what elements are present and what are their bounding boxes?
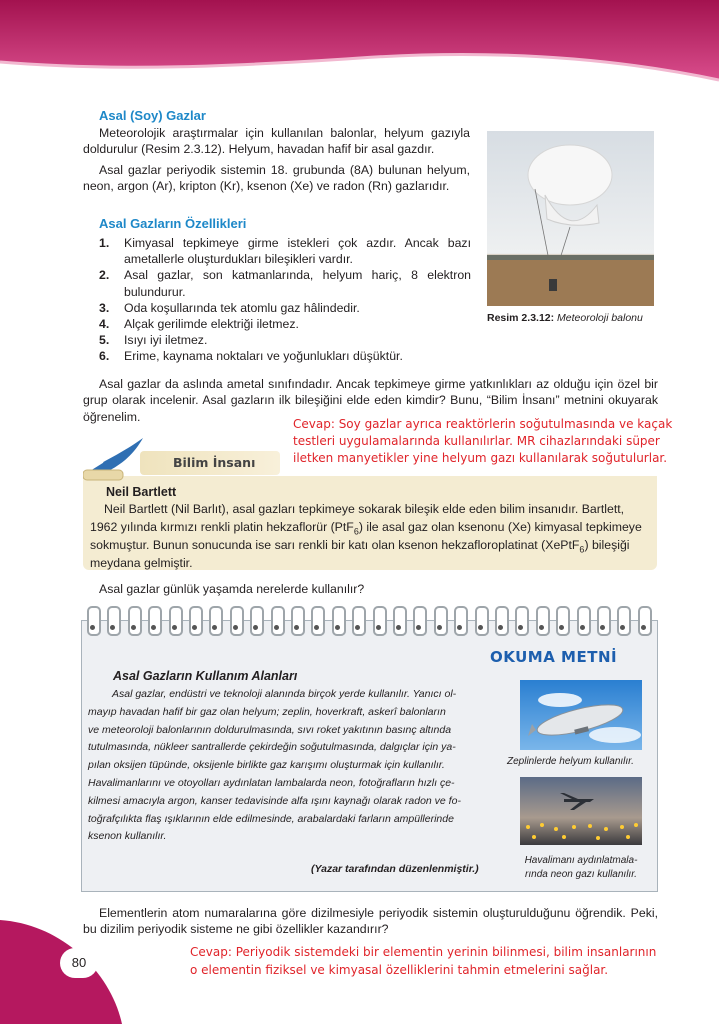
answer-text-2-line-2: o elementin fiziksel ve kimyasal özelliklerini tahmin etmelerini sağlar.: [190, 963, 609, 977]
list-item: 4. Alçak gerilimde elektriği iletmez.: [99, 317, 299, 332]
spiral-ring: [495, 606, 509, 636]
paragraph-group18: Asal gazlar periyodik sistemin 18. grubunda (8A) bulunan helyum, neon, argon (Ar), kripton (Kr), ksenon (Xe) ve radon (Rn) gazlarıdır.: [83, 163, 470, 194]
page-number: 80: [71, 955, 87, 970]
ring-hole: [376, 625, 381, 630]
reading-line: kilmesi amacıyla argon, kanser tedavisinde alfa ışını kaynağı olarak radon ve fo-: [88, 794, 461, 807]
figure-label: Resim 2.3.12:: [487, 312, 555, 324]
ring-hole: [600, 625, 605, 630]
ring-hole: [90, 625, 95, 630]
spiral-ring: [148, 606, 162, 636]
spiral-ring: [597, 606, 611, 636]
answer-text-2-line-1: Cevap: Periyodik sistemdeki bir elementin yerinin bilinmesi, bilim insanlarının: [190, 945, 657, 959]
spiral-rings: [81, 606, 656, 636]
zeppelin-photo: [520, 680, 642, 750]
spiral-ring: [291, 606, 305, 636]
spiral-ring: [352, 606, 366, 636]
spiral-ring: [107, 606, 121, 636]
ring-hole: [539, 625, 544, 630]
reading-line: mayıp havadan hafif bir gaz olan helyum; zeplin, hoverkraft, askerî balonların: [88, 705, 446, 718]
balloon-photo: [487, 131, 654, 306]
ring-hole: [478, 625, 483, 630]
reading-body: [88, 686, 498, 846]
list-item: 3. Oda koşullarında tek atomlu gaz hâlindedir.: [99, 300, 360, 315]
spiral-ring: [169, 606, 183, 636]
ring-hole: [314, 625, 319, 630]
ring-hole: [498, 625, 503, 630]
list-item: 5. Isıyı iyi iletmez.: [99, 333, 208, 348]
reading-source: (Yazar tarafından düzenlenmiştir.): [311, 863, 479, 875]
scientist-line-1: Neil Bartlett (Nil Barlıt), asal gazları tepkimeye sokarak bileşik elde eden bilim insanıdır. Bartlett,: [104, 502, 625, 516]
question-usage: Asal gazlar günlük yaşamda nerelerde kullanılır?: [99, 582, 365, 596]
list-item: 2. Asal gazlar, son katmanlarında, helyum hariç, 8 elektron bulundurur.: [99, 268, 471, 299]
spiral-ring: [332, 606, 346, 636]
header-band: [0, 0, 719, 95]
ring-hole: [274, 625, 279, 630]
scientist-line-3: sokmuştur. Bunun sonucunda ise sarı renkli bir katı olan ksenon hekzafloroplatinat (XePtF$_6$) bileşiği: [90, 538, 630, 555]
figure-caption-text: Meteoroloji balonu: [557, 312, 643, 324]
spiral-ring: [577, 606, 591, 636]
reading-line: Asal gazlar, endüstri ve teknoloji alanında birçok yerde kullanılır. Yanıcı ol-: [112, 688, 457, 700]
reading-title: Asal Gazların Kullanım Alanları: [113, 669, 298, 683]
heading-ozellikler: Asal Gazların Özellikleri: [99, 216, 247, 231]
spiral-ring: [373, 606, 387, 636]
spiral-ring: [87, 606, 101, 636]
ring-hole: [335, 625, 340, 630]
ring-hole: [457, 625, 462, 630]
spiral-ring: [638, 606, 652, 636]
scientist-line-4: meydana gelmiştir.: [90, 556, 193, 570]
ring-hole: [294, 625, 299, 630]
reading-line: tutulmasında, nükleer santrallerde çekirdeğin soğutulmasında, dalgıçlar için ya-: [88, 741, 456, 754]
okuma-metni-badge: OKUMA METNİ: [490, 648, 618, 666]
spiral-ring: [434, 606, 448, 636]
airport-photo: [520, 777, 642, 845]
ring-hole: [253, 625, 258, 630]
reading-line: Havalimanlarını ve otoyolları aydınlatan lambalarda neon, fotoğrafların hızlı çe-: [88, 776, 455, 789]
spiral-ring: [617, 606, 631, 636]
answer-text-1: Cevap: Soy gazlar ayrıca reaktörlerin soğutulmasında ve kaçak testleri uygulamalarında kullanılırlar. MR cihazlarındaki süper iletken manyetikler yine helyum gazı kullanılarak soğutulurlar.: [293, 417, 673, 465]
spiral-ring: [271, 606, 285, 636]
reading-line: pılan oksijen tüpünde, oksijenle birlikte gaz karışımı oluşturmak için kullanılır.: [88, 759, 445, 772]
list-item: 1. Kimyasal tepkimeye girme istekleri çok azdır. Ancak bazı ametallerle oluşturdukları bileşikleri vardır.: [99, 236, 471, 267]
ring-hole: [110, 625, 115, 630]
ring-hole: [620, 625, 625, 630]
zeppelin-caption: Zeplinlerde helyum kullanılır.: [507, 756, 634, 767]
spiral-ring: [311, 606, 325, 636]
ring-hole: [559, 625, 564, 630]
spiral-ring: [230, 606, 244, 636]
bilim-insani-title: Bilim İnsanı: [173, 455, 256, 470]
ring-hole: [172, 625, 177, 630]
spiral-ring: [250, 606, 264, 636]
scientist-name: Neil Bartlett: [106, 485, 177, 499]
spiral-ring: [475, 606, 489, 636]
ring-hole: [212, 625, 217, 630]
ring-hole: [396, 625, 401, 630]
paragraph-balloons: Meteorolojik araştırmalar için kullanılan balonlar, helyum gazıyla doldurulur (Resim 2.3.12). Helyum, havadan hafif bir asal gazdır.: [83, 126, 470, 157]
paragraph-periodic: Elementlerin atom numaralarına göre dizilmesiyle periyodik sistemin oluşturulduğunu öğrendik. Peki, bu dizilim periyodik sisteme ne gibi özellikler kazandırır?: [83, 906, 658, 937]
spiral-ring: [128, 606, 142, 636]
spiral-ring: [536, 606, 550, 636]
scientist-line-2: 1962 yılında kırmızı renkli platin hekzaflorür (PtF$_6$) ile asal gaz olan ksenonu (Xe) kimyasal tepkimeye: [90, 520, 642, 537]
ring-hole: [518, 625, 523, 630]
properties-list: [99, 235, 471, 365]
heading-asal-gazlar: Asal (Soy) Gazlar: [99, 108, 206, 123]
ring-hole: [641, 625, 646, 630]
spiral-ring: [393, 606, 407, 636]
ring-hole: [355, 625, 360, 630]
spiral-ring: [515, 606, 529, 636]
ring-hole: [233, 625, 238, 630]
spiral-ring: [556, 606, 570, 636]
reading-line: ksenon kullanılır.: [88, 830, 167, 843]
ring-hole: [416, 625, 421, 630]
spiral-ring: [454, 606, 468, 636]
spiral-ring: [189, 606, 203, 636]
airport-caption: Havalimanı aydınlatmala- rında neon gazı kullanılır.: [524, 855, 638, 880]
ring-hole: [580, 625, 585, 630]
paragraph-ametal: Asal gazlar da aslında ametal sınıfındadır. Ancak tepkimeye girme yatkınlıkları az olduğu için özel bir grup olarak incelenir. Asal gazların ilk bileşiğini elde eden kimdir? Bunu, “Bilim İnsanı” metnini okuyarak öğrenelim.: [83, 377, 658, 424]
reading-line: toğrafçılıkta flaş ışıklarının elde edilmesinde, arabalardaki farların ampüllerinde: [88, 812, 454, 825]
ring-hole: [192, 625, 197, 630]
figure-caption: [487, 312, 662, 324]
ring-hole: [131, 625, 136, 630]
ring-hole: [151, 625, 156, 630]
list-item: 6. Erime, kaynama noktaları ve yoğunlukları düşüktür.: [99, 349, 403, 364]
spiral-ring: [209, 606, 223, 636]
reading-line: ve meteoroloji balonlarının doldurulmasında, sıvı roket yakıtının basınç altında: [88, 723, 452, 736]
spiral-ring: [413, 606, 427, 636]
ring-hole: [437, 625, 442, 630]
